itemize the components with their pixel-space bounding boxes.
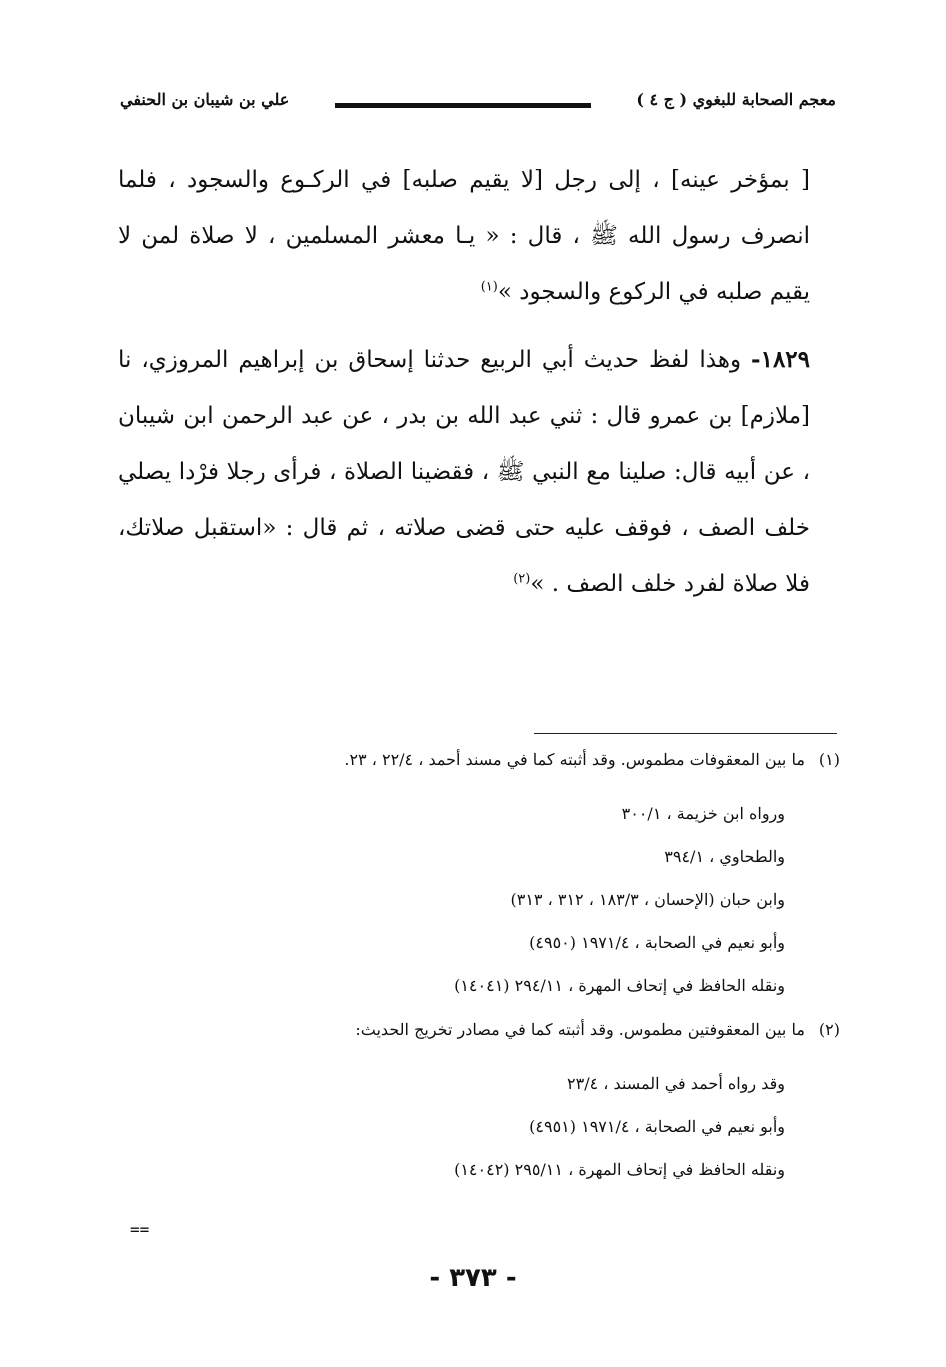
footnote-1-number: (١) xyxy=(818,750,840,769)
author-name: علي بن شيبان بن الحنفي xyxy=(120,90,290,109)
footnote-1-line: وأبو نعيم في الصحابة ، ١٩٧١/٤ (٤٩٥٠) xyxy=(529,933,785,952)
footnote-1-line: والطحاوي ، ٣٩٤/١ xyxy=(664,847,785,866)
footnote-2 xyxy=(240,1020,840,1039)
footnote-2-number: (٢) xyxy=(818,1020,840,1039)
footnote-2-text: ما بين المعقوفتين مطموس. وقد أثبته كما في مصادر تخريج الحديث: xyxy=(355,1020,805,1039)
footnote-ref-1: (١) xyxy=(480,279,498,295)
continuation-mark: == xyxy=(130,1220,150,1239)
footnotes xyxy=(200,0,840,1367)
footnote-1-text: ما بين المعقوفات مطموس. وقد أثبته كما في مسند أحمد ، ٢٢/٤ ، ٢٣. xyxy=(344,750,805,769)
paragraph-1829-text: وهذا لفظ حديث أبي الربيع حدثنا إسحاق بن إبراهيم المروزي، نا [ملازم] بن عمرو قال : ثني عبد الله بن بدر ، عن عبد الرحمن ابن شيبان ، عن أبيه قال: صلينا مع النبي ﷺ ، فقضينا الصلاة ، فرأى رجلا فرْدا يصلي خلف الصف ، فوقف عليه حتى قضى صلاته ، ثم قال : «استقبل صلاتك، فلا صلاة لفرد خلف الصف . » xyxy=(118,347,810,597)
page-number: - ٣٧٣ - xyxy=(429,1263,517,1293)
footnote-1-line: ونقله الحافظ في إتحاف المهرة ، ٢٩٤/١١ (١٤٠٤١) xyxy=(454,976,785,995)
footnote-2-line: ونقله الحافظ في إتحاف المهرة ، ٢٩٥/١١ (١٤٠٤٢) xyxy=(454,1160,785,1179)
footnote-2-line: وأبو نعيم في الصحابة ، ١٩٧١/٤ (٤٩٥١) xyxy=(529,1117,785,1136)
hadith-number: ١٨٢٩- xyxy=(751,346,811,373)
footnote-2-line: وقد رواه أحمد في المسند ، ٢٣/٤ xyxy=(567,1074,785,1093)
footnote-1-line: وابن حبان (الإحسان ، ١٨٣/٣ ، ٣١٢ ، ٣١٣) xyxy=(510,890,785,909)
paragraph-1-text: [ بمؤخر عينه] ، إلى رجل [لا يقيم صلبه] في الركـوع والسجود ، فلما انصرف رسول الله ﷺ ، قال : « يـا معشر المسلمين ، لا صلاة لمن لا يقيم صلبه في الركوع والسجود » xyxy=(118,167,810,305)
book-title: معجم الصحابة للبغوي ( ج ٤ ) xyxy=(636,90,836,109)
footnote-1 xyxy=(240,750,840,769)
footnote-1-line: ورواه ابن خزيمة ، ٣٠٠/١ xyxy=(621,804,785,823)
footnote-ref-2: (٢) xyxy=(513,571,531,587)
